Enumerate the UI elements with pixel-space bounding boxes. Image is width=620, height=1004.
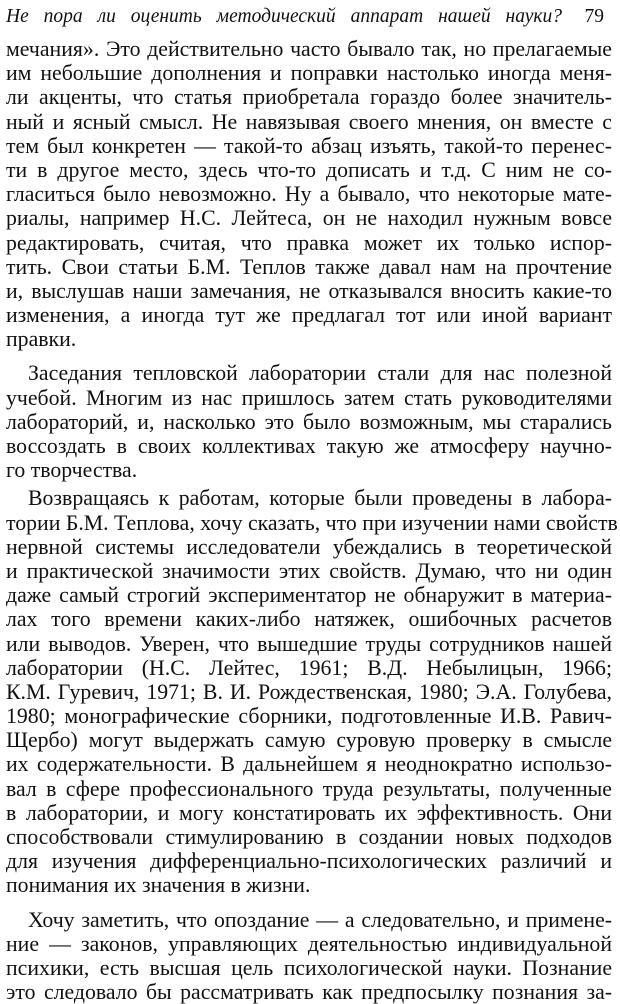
text-line: риалы, например Н.С. Лейтеса, он не находил нужным вовсе	[6, 206, 612, 231]
text-line: ли акценты, что статья приобретала гораздо более значитель-	[6, 85, 612, 110]
text-line: или выводов. Уверен, что вышедшие труды сотрудников нашей	[6, 631, 612, 656]
book-page	[6, 0, 618, 1004]
text-line: воссоздать в своих коллективах такую же атмосферу научно-	[6, 434, 612, 458]
text-line: и, выслушав наши замечания, не отказывался вносить какие-то	[6, 278, 612, 303]
text-line: Возвращаясь к работам, которые были проведены в лабора-	[28, 486, 612, 511]
text-line: это следовало бы рассматривать как предпосылку познания за-	[6, 980, 612, 1004]
text-line: их содержательности. В дальнейшем я неоднократно использо-	[6, 752, 612, 777]
text-line: ти в другое место, здесь что-то дописать и т.д. С ним не со-	[6, 157, 612, 182]
text-line: нервной системы исследователи убеждались в теоретической	[6, 534, 612, 559]
text-line: мечания». Это действительно часто бывало так, но прелагаемые	[6, 37, 612, 61]
text-line: психики, есть высшая цель психологической науки. Познание	[6, 955, 612, 980]
running-title: Не пора ли оценить методический аппарат нашей науки?	[6, 6, 562, 27]
text-line: понимания их значения в жизни.	[6, 873, 311, 898]
text-line: вал в сфере профессионального труда результаты, полученные	[6, 776, 612, 801]
text-line: тить. Свои статьи Б.М. Теплов также давал нам на прочтение	[6, 254, 612, 279]
paragraph	[6, 908, 612, 1004]
running-header	[6, 4, 614, 32]
text-line: даже самый строгий экспериментатор не обнаружит в материа-	[6, 583, 612, 608]
text-line: тории Б.М. Теплова, хочу сказать, что при изучении нами свойств	[6, 510, 618, 535]
text-line: Заседания тепловской лаборатории стали для нас полезной	[28, 361, 612, 386]
text-line: им небольшие дополнения и поправки настолько иногда меня-	[6, 61, 612, 86]
text-line: и практической значимости этих свойств. Думаю, что ни один	[6, 558, 612, 583]
text-line: Щербо) могут выдержать самую суровую проверку в смысле	[6, 728, 612, 753]
text-line: правки.	[6, 327, 77, 352]
text-line: изменения, а иногда тут же предлагал тот или иной вариант	[6, 303, 612, 328]
text-line: ние — законов, управляющих деятельностью индивидуальной	[6, 931, 612, 956]
text-line: гласиться было невозможно. Ну а бывало, что некоторые мате-	[6, 182, 612, 207]
text-line: редактировать, считая, что правка может их только испор-	[6, 230, 612, 255]
paragraph	[6, 361, 612, 482]
text-line: Хочу заметить, что опоздание — а следовательно, и примене-	[28, 907, 612, 932]
paragraph	[6, 37, 612, 351]
text-line: лаборатории (Н.С. Лейтес, 1961; В.Д. Небылицын, 1966;	[6, 655, 612, 680]
text-line: К.М. Гуревич, 1971; В. И. Рождественская, 1980; Э.А. Голубева,	[6, 679, 612, 704]
text-line: 1980; монографические сборники, подготовленные И.В. Равич-	[6, 704, 612, 729]
text-line: способствовали стимулированию в создании новых подходов	[6, 825, 612, 849]
paragraph	[6, 486, 618, 898]
body-text	[6, 37, 618, 1004]
text-line: учебой. Многим из нас пришлось затем стать руководителями	[6, 385, 612, 410]
text-line: го творчества.	[6, 458, 138, 483]
text-line: тем был конкретен — такой-то абзац изъять, такой-то перенес-	[6, 133, 612, 158]
text-line: для изучения дифференциально-психологических различий и	[6, 849, 612, 874]
page-number: 79	[584, 6, 604, 27]
text-line: лабораторий, и, насколько это было возможным, мы старались	[6, 409, 612, 434]
text-line: лах того времени каких-либо натяжек, ошибочных расчетов	[6, 607, 612, 632]
text-line: в лаборатории, и могу констатировать их эффективность. Они	[6, 800, 612, 825]
text-line: ный и ясный смысл. Не навязывая своего мнения, он вместе с	[6, 109, 612, 134]
